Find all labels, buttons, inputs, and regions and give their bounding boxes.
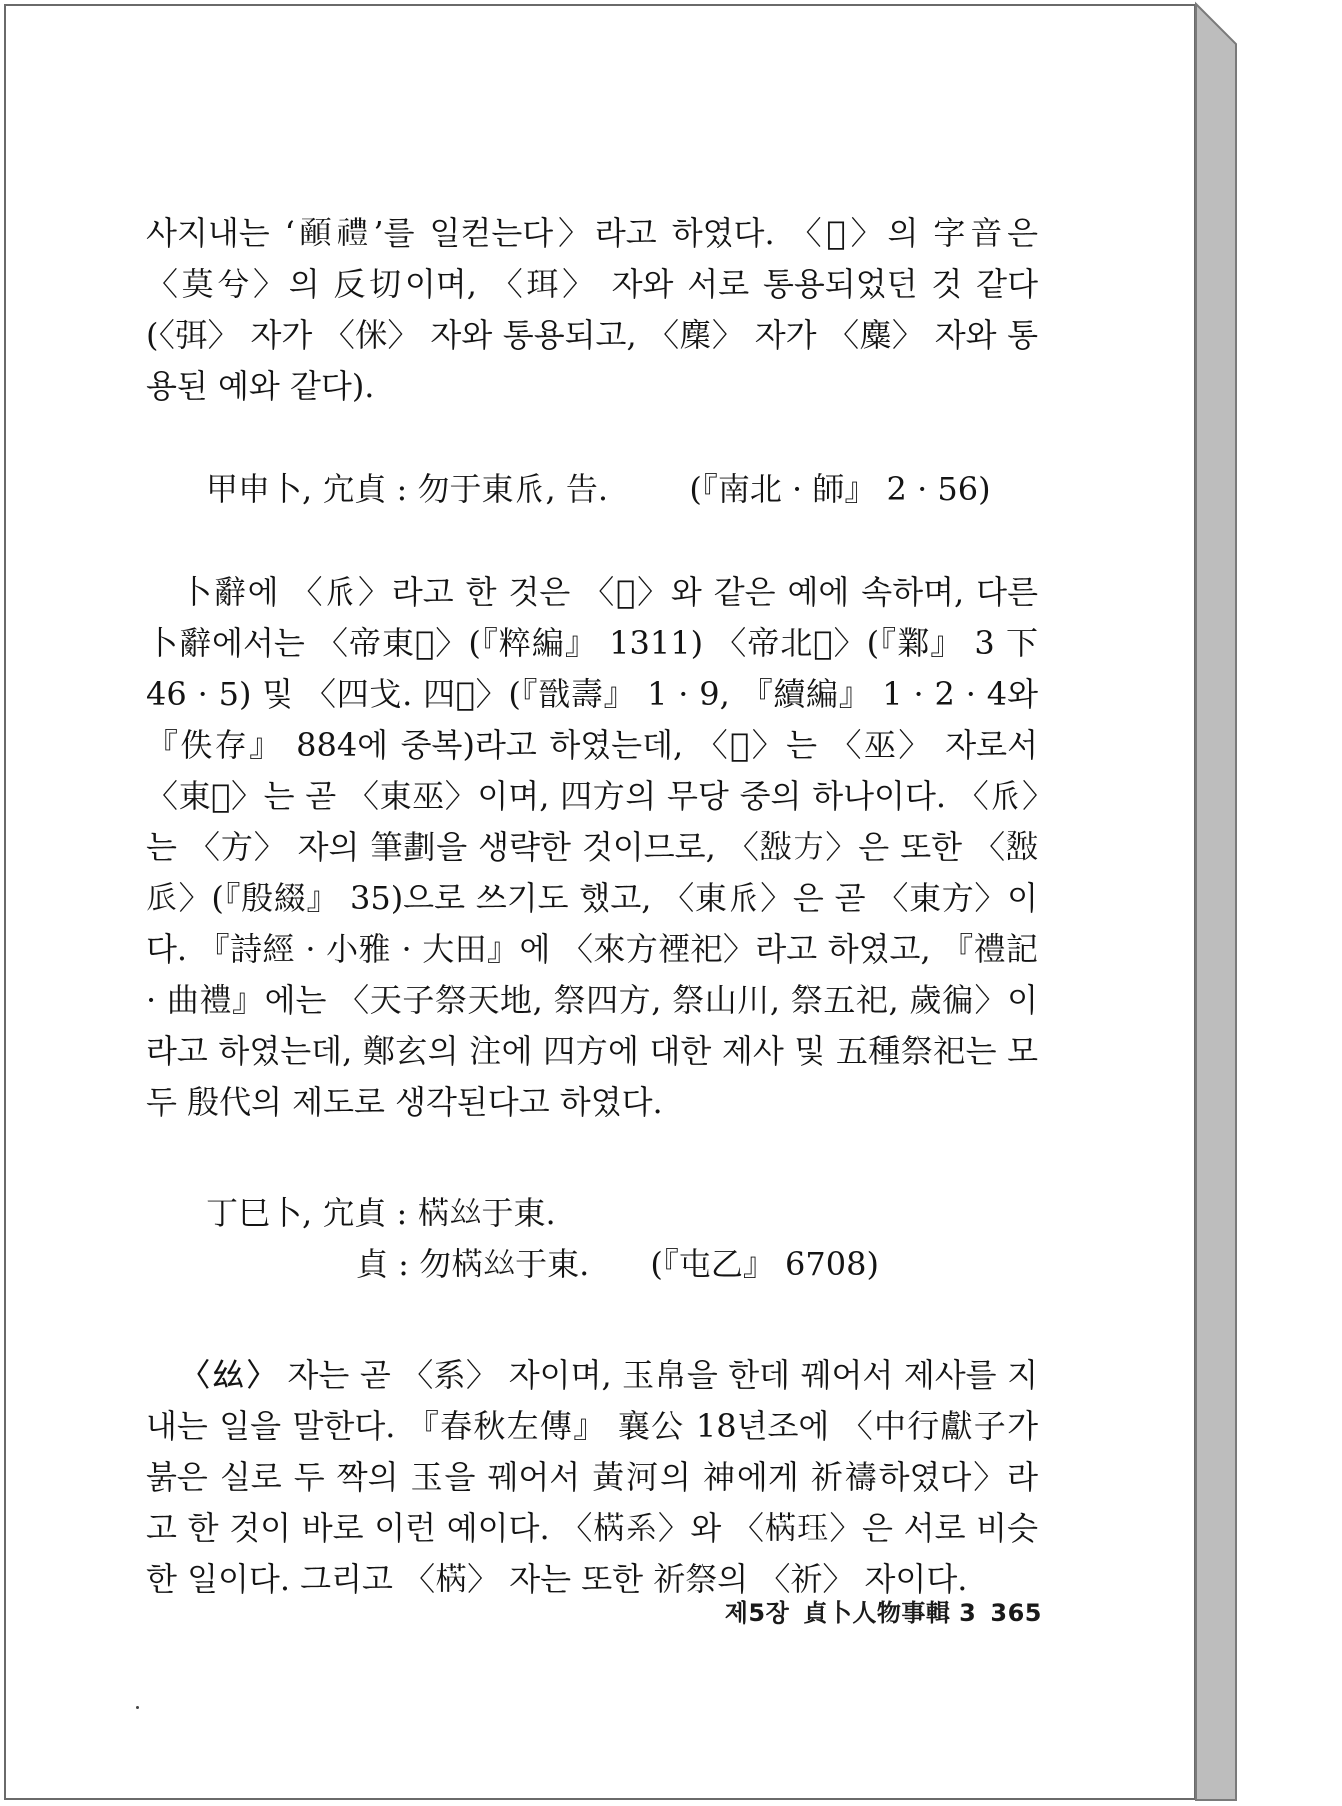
- footer-chapter: 제5장: [724, 1599, 790, 1627]
- page-edge-shadow: [1196, 4, 1246, 1800]
- paragraph-2: 卜辭에 〈𠂢〉라고 한 것은 〈𠇃〉와 같은 예에 속하며, 다른 卜辭에서는 〈帝東𠇃〉(『粹編』 1311) 〈帝北𠇃〉(『鄴』 3 下 46 · 5) 및 〈四戈. 四𠇃〉(『戩壽』 1 · 9, 『續編』 1 · 2 · 4와 『佚存』 884에 중복)라고 하였는데, 〈𠇃〉는 〈巫〉 자로서 〈東𠇃〉는 곧 〈東巫〉이며, 四方의 무당 중의 하나이다. 〈𠂢〉는 〈方〉 자의 筆劃을 생략한 것이므로, 〈𢿚方〉은 또한 〈𢿚𠂢〉(『殷綴』 35)으로 쓰기도 했고, 〈東𠂢〉은 곧 〈東方〉이다. 『詩經 · 小雅 · 大田』에 〈來方禋祀〉라고 하였고, 『禮記 · 曲禮』에는 〈天子祭天地, 祭四方, 祭山川, 祭五祀, 歲徧〉이라고 하였는데, 鄭玄의 注에 四方에 대한 제사 및 五種祭祀는 모두 殷代의 제도로 생각된다고 하였다.: [146, 573, 1038, 1121]
- quote-2-line-2: [146, 1239, 1038, 1290]
- footer-title: 貞卜人物事輯 3: [803, 1599, 977, 1627]
- page-footer: [711, 1593, 1042, 1628]
- quote-2-line-2-text: 貞 : 勿𣓃𢆶于東.: [356, 1245, 590, 1283]
- quote-1: [146, 464, 1038, 515]
- quote-1-source: (『南北 · 師』 2 · 56): [689, 470, 991, 508]
- page-number: 365: [990, 1599, 1042, 1627]
- paragraph-1: 사지내는 ‘𩔞禮’를 일컫는다〉라고 하였다. 〈𡇯〉의 字音은 〈莫兮〉의 反切이며, 〈珥〉 자와 서로 통용되었던 것 같다 (〈弭〉 자가 〈侎〉 자와 통용되고, 〈䴢〉 자가 〈麋〉 자와 통용된 예와 같다).: [146, 214, 1038, 405]
- ink-dot: [136, 1706, 139, 1709]
- page-content: [146, 208, 1038, 1605]
- paragraph-3: 〈𢆶〉 자는 곧 〈系〉 자이며, 玉帛을 한데 꿰어서 제사를 지내는 일을 말한다. 『春秋左傳』 襄公 18년조에 〈中行獻子가 붉은 실로 두 짝의 玉을 꿰어서 黃河의 神에게 祈禱하였다〉라고 한 것이 바로 이런 예이다. 〈𣓃系〉와 〈𣓃珏〉은 서로 비슷한 일이다. 그리고 〈𣓃〉 자는 또한 祈祭의 〈祈〉 자이다.: [146, 1356, 1038, 1598]
- quote-1-text: 甲申卜, 宂貞 : 勿于東𠂢, 告.: [206, 470, 608, 508]
- quote-2-source: (『屯乙』 6708): [650, 1245, 879, 1283]
- quote-2-line-1: 丁巳卜, 宂貞 : 𣓃𢆶于東.: [206, 1194, 556, 1232]
